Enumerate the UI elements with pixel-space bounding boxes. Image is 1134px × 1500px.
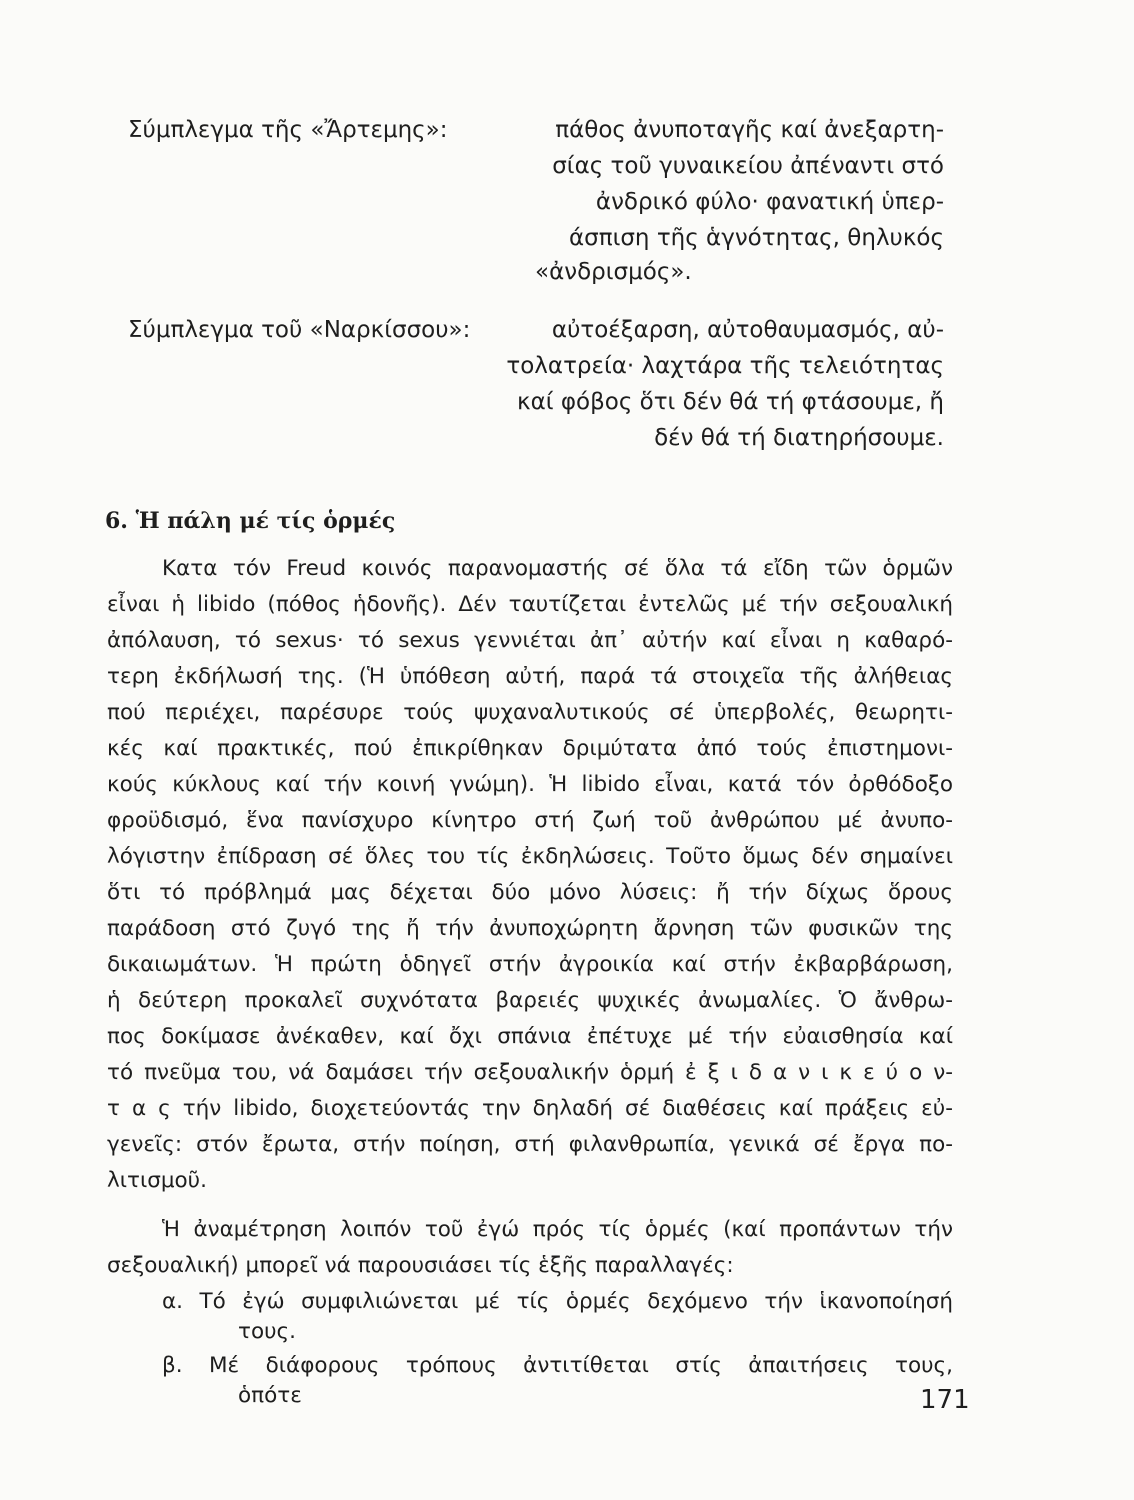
paragraph-line: Ἡ ἀναμέτρηση λοιπόν τοῦ ἐγώ πρός τίς ὁρμές (καί προπάντων τήν (162, 1217, 953, 1242)
paragraph-line: τ α ς τήν libido, διοχετεύοντάς την δηλαδή σέ διαθέσεις καί πράξεις εὐ- (107, 1096, 953, 1121)
paragraph-line: λόγιστην ἐπίδραση σέ ὅλες του τίς ἐκδηλώσεις. Τοῦτο ὅμως δέν σημαίνει (107, 844, 953, 869)
list-item-b: β. Μέ διάφορους τρόπους ἀντιτίθεται στίς ἀπαιτήσεις τους, (162, 1353, 953, 1378)
paragraph-line: σεξουαλική) μπορεῖ νά παρουσιάσει τίς ἑξῆς παραλλαγές: (107, 1253, 734, 1278)
definition-term-narcissus: Σύμπλεγμα τοῦ «Ναρκίσσου»: (128, 317, 471, 343)
paragraph-line: δικαιωμάτων. Ἡ πρώτη ὁδηγεῖ στήν ἀγροικία καί στήν ἐκβαρβάρωση, (107, 952, 953, 977)
paragraph-line: εἶναι ἡ libido (πόθος ἡδονῆς). Δέν ταυτίζεται ἐντελῶς μέ τήν σεξουαλική (107, 592, 953, 617)
definition-line: ἀνδρικό φύλο· φανατική ὑπερ- (595, 189, 944, 215)
definition-line: πάθος ἀνυποταγῆς καί ἀνεξαρτη- (555, 117, 944, 143)
paragraph-line: Κατα τόν Freud κοινός παρανομαστής σέ ὅλα τά εἴδη τῶν ὁρμῶν (162, 556, 953, 581)
list-item-b-continued: ὁπότε (238, 1383, 302, 1408)
list-item-a-continued: τους. (238, 1319, 296, 1344)
page-number: 171 (920, 1385, 970, 1415)
paragraph-line: κούς κύκλους καί τήν κοινή γνώμη). Ἡ libido εἶναι, κατά τόν ὀρθόδοξο (107, 772, 953, 797)
paragraph-line: παράδοση στό ζυγό της ἤ τήν ἀνυποχώρητη ἄρνηση τῶν φυσικῶν της (107, 916, 953, 941)
paragraph-line: τερη ἐκδήλωσή της. (Ἡ ὑπόθεση αὐτή, παρά τά στοιχεῖα τῆς ἀλήθειας (107, 664, 953, 689)
definition-line: «ἀνδρισμός». (535, 259, 692, 285)
definition-line: άσπιση τῆς ἁγνότητας, θηλυκός (568, 225, 944, 251)
section-heading: 6. Ἡ πάλη μέ τίς ὁρμές (105, 508, 396, 534)
definition-line: σίας τοῦ γυναικείου ἀπέναντι στό (552, 153, 944, 179)
paragraph-line: ἀπόλαυση, τό sexus· τό sexus γεννιέται ἀπ᾽ αὐτήν καί εἶναι η καθαρό- (107, 628, 953, 653)
paragraph-line: πού περιέχει, παρέσυρε τούς ψυχαναλυτικούς σέ ὑπερβολές, θεωρητι- (107, 700, 953, 725)
definition-term-artemis: Σύμπλεγμα τῆς «Ἄρτεμης»: (128, 117, 448, 143)
paragraph-line: τό πνεῦμα του, νά δαμάσει τήν σεξουαλικήν ὁρμή ἐ ξ ι δ α ν ι κ ε ύ ο ν- (107, 1060, 953, 1085)
definition-line: τολατρεία· λαχτάρα τῆς τελειότητας (506, 353, 944, 379)
paragraph-line: λιτισμοῦ. (107, 1168, 207, 1193)
paragraph-line: ὅτι τό πρόβλημά μας δέχεται δύο μόνο λύσεις: ἤ τήν δίχως ὅρους (107, 880, 953, 905)
paragraph-line: πος δοκίμασε ἀνέκαθεν, καί ὄχι σπάνια ἐπέτυχε μέ τήν εὐαισθησία καί (107, 1024, 953, 1049)
list-item-a: α. Τό ἐγώ συμφιλιώνεται μέ τίς ὁρμές δεχόμενο τήν ἱκανοποίησή (162, 1289, 953, 1314)
definition-line: δέν θά τή διατηρήσουμε. (654, 425, 944, 451)
definition-line: αὐτοέξαρση, αὐτοθαυμασμός, αὐ- (551, 317, 944, 343)
paragraph-line: ἡ δεύτερη προκαλεῖ συχνότατα βαρειές ψυχικές ἀνωμαλίες. Ὁ ἄνθρω- (107, 988, 953, 1013)
paragraph-line: κές καί πρακτικές, πού ἐπικρίθηκαν δριμύτατα ἀπό τούς ἐπιστημονι- (107, 736, 953, 761)
definition-line: καί φόβος ὅτι δέν θά τή φτάσουμε, ἤ (517, 389, 944, 415)
paragraph-line: φροϋδισμό, ἕνα πανίσχυρο κίνητρο στή ζωή τοῦ ἀνθρώπου μέ ἀνυπο- (107, 808, 953, 833)
paragraph-line: γενεῖς: στόν ἔρωτα, στήν ποίηση, στή φιλανθρωπία, γενικά σέ ἔργα πο- (107, 1132, 953, 1157)
